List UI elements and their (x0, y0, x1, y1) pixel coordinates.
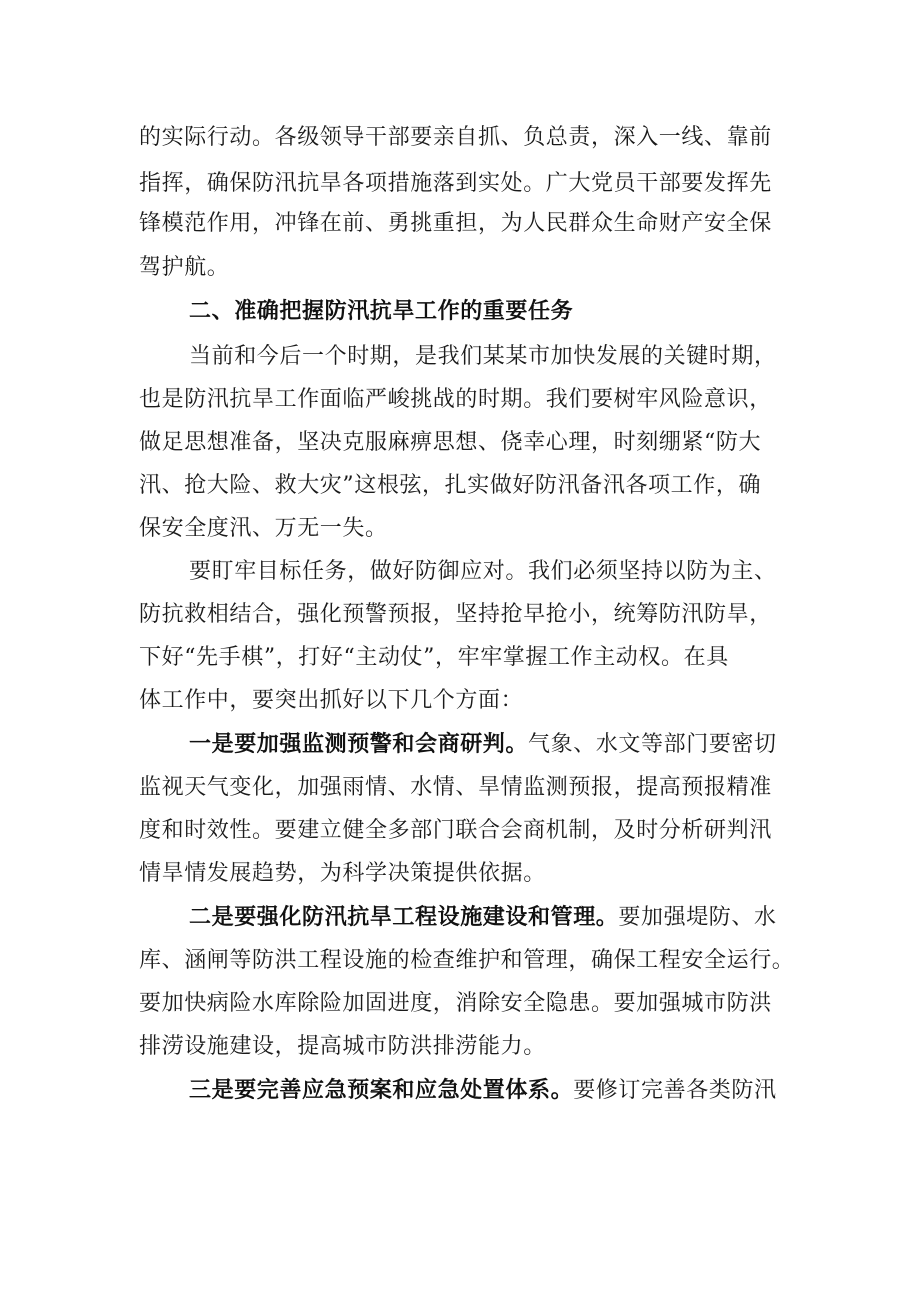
text-line: 汛、抢大险、救大灾”这根弦，扎实做好防汛备汛各项工作，确 (139, 473, 762, 498)
text-line: 排涝设施建设，提高城市防洪排涝能力。 (139, 1034, 546, 1059)
text-line: 下好“先手棋”，打好“主动仗”，牢牢掌握工作主动权。在具 (139, 645, 729, 670)
text-line: 库、涵闸等防洪工程设施的检查维护和管理，确保工程安全运行。 (139, 948, 795, 973)
text-line: 度和时效性。要建立健全多部门联合会商机制，及时分析研判汛 (139, 818, 772, 843)
bold-lead: 一是要加强监测预警和会商研判。 (189, 732, 529, 757)
text-line: 也是防汛抗旱工作面临严峻挑战的时期。我们要树牢风险意识， (139, 387, 772, 412)
text-line: 防抗救相结合，强化预警预报，坚持抢早抢小，统筹防汛防旱， (139, 602, 772, 627)
text-line: 的实际行动。各级领导干部要亲自抓、负总责，深入一线、靠前 (139, 125, 772, 150)
text-line: 保安全度汛、万无一失。 (139, 516, 388, 541)
text-line: 当前和今后一个时期，是我们某某市加快发展的关键时期， (189, 344, 777, 369)
section-heading: 二、准确把握防汛抗旱工作的重要任务 (189, 299, 574, 324)
text-line (189, 725, 799, 765)
text-line: 锋模范作用，冲锋在前、勇挑重担，为人民群众生命财产安全保 (139, 211, 772, 236)
text-line: 体工作中，要突出抓好以下几个方面： (139, 688, 524, 713)
text-line: 情旱情发展趋势，为科学决策提供依据。 (139, 861, 546, 886)
bold-lead: 二是要强化防汛抗旱工程设施建设和管理。 (189, 905, 619, 930)
text-run: 气象、水文等部门要密切 (528, 732, 777, 757)
text-line: 监视天气变化，加强雨情、水情、旱情监测预报，提高预报精准 (139, 775, 772, 800)
text-line: 要加快病险水库除险加固进度，消除安全隐患。要加强城市防洪 (139, 991, 772, 1016)
text-line (189, 898, 799, 938)
text-run: 要加强堤防、水 (618, 905, 777, 930)
text-line: 指挥，确保防汛抗旱各项措施落到实处。广大党员干部要发挥先 (139, 171, 772, 196)
text-line: 驾护航。 (139, 255, 230, 280)
text-line (189, 1071, 799, 1111)
text-line: 做足思想准备，坚决克服麻痹思想、侥幸心理，时刻绷紧“防大 (139, 430, 762, 455)
bold-lead: 三是要完善应急预案和应急处置体系。 (189, 1078, 574, 1103)
text-line: 要盯牢目标任务，做好防御应对。我们必须坚持以防为主、 (189, 559, 777, 584)
text-run: 要修订完善各类防汛 (573, 1078, 777, 1103)
